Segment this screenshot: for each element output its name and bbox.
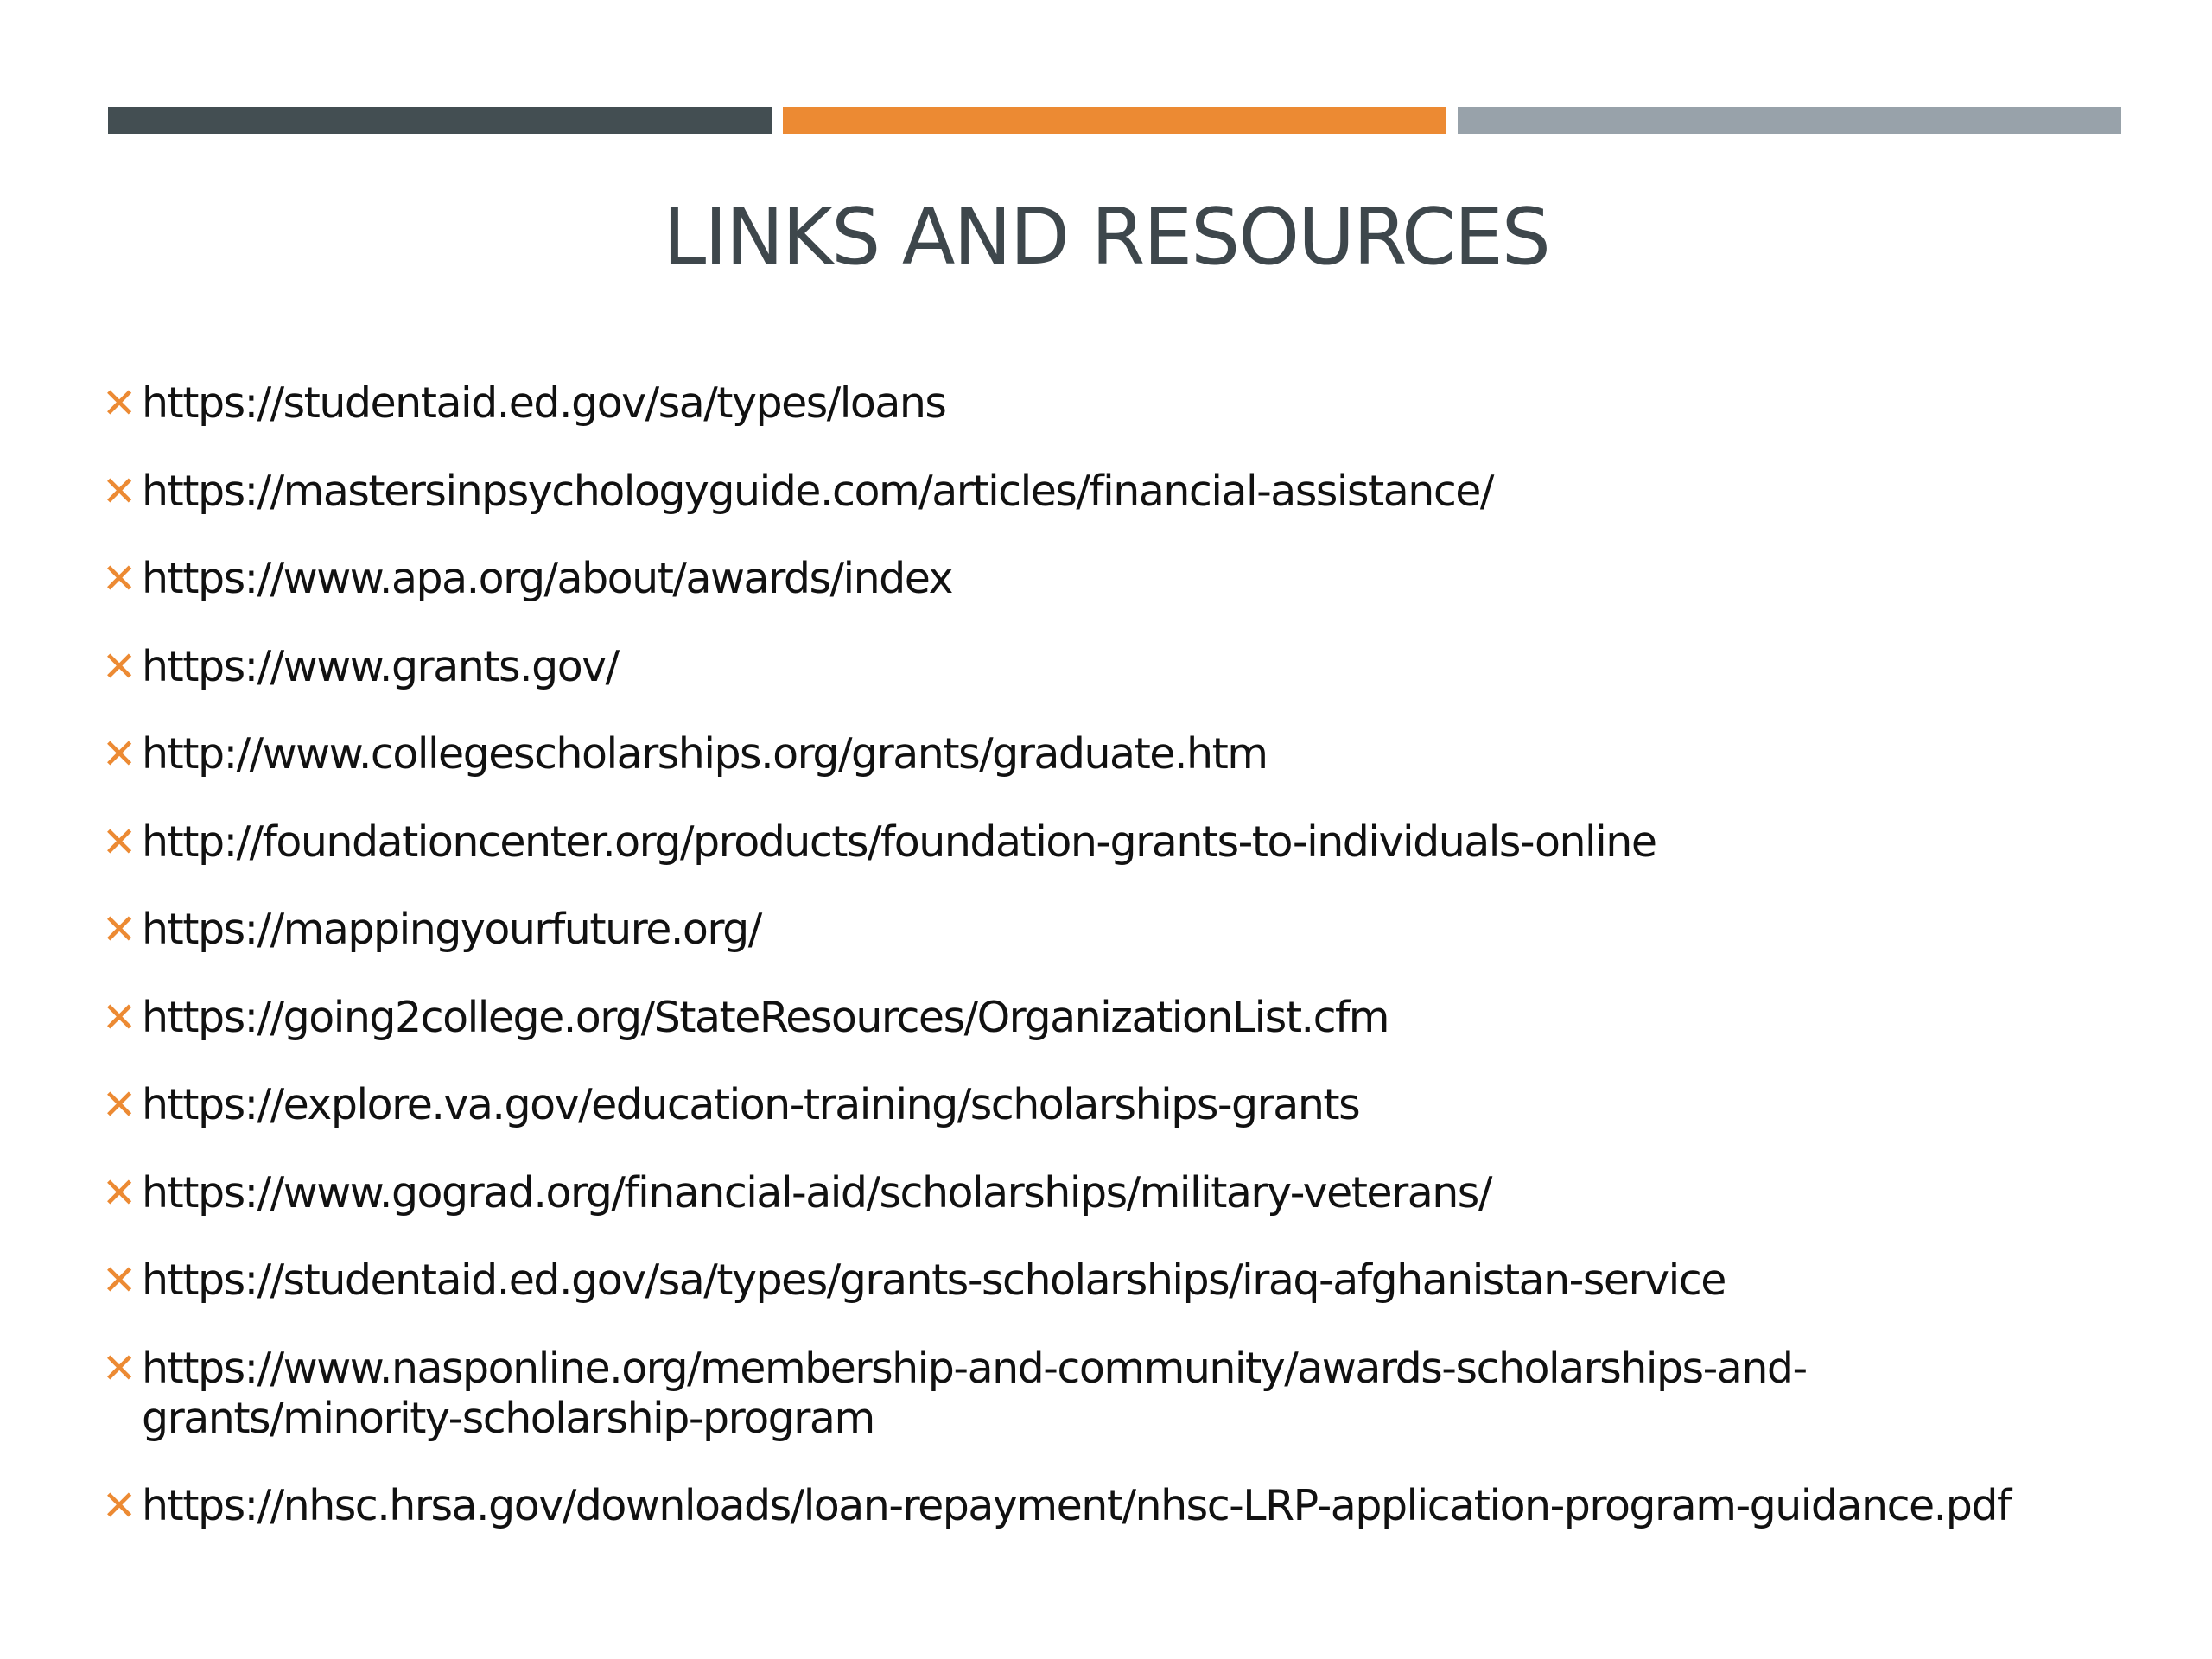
x-mark-icon: ✕: [102, 730, 137, 779]
x-mark-icon: ✕: [102, 1168, 137, 1217]
link-url[interactable]: https://www.apa.org/about/awards/index: [142, 554, 953, 603]
link-url[interactable]: https://www.grants.gov/: [142, 641, 619, 691]
link-url[interactable]: https://www.gograd.org/financial-aid/scholarships/military-veterans/: [142, 1167, 1491, 1217]
header-bar-gray: [1458, 107, 2121, 134]
list-item: [102, 993, 2124, 1043]
link-url[interactable]: https://nhsc.hrsa.gov/downloads/loan-repayment/nhsc-LRP-application-program-guidance.pdf: [142, 1481, 2011, 1530]
link-url[interactable]: https://www.nasponline.org/membership-and-community/awards-scholarships-and-grants/minority-scholarship-program: [142, 1343, 1807, 1443]
list-item: [102, 378, 2124, 429]
link-url[interactable]: http://foundationcenter.org/products/foundation-grants-to-individuals-online: [142, 817, 1656, 867]
list-item: [102, 1344, 2124, 1444]
list-item: [102, 1080, 2124, 1130]
x-mark-icon: ✕: [102, 993, 137, 1042]
link-url[interactable]: http://www.collegescholarships.org/grants/graduate.htm: [142, 729, 1268, 779]
header-bar-dark: [108, 107, 772, 134]
x-mark-icon: ✕: [102, 1482, 137, 1530]
link-url[interactable]: https://going2college.org/StateResources/OrganizationList.cfm: [142, 992, 1389, 1042]
x-mark-icon: ✕: [102, 467, 137, 516]
link-url[interactable]: https://explore.va.gov/education-training/scholarships-grants: [142, 1080, 1360, 1129]
list-item: [102, 467, 2124, 517]
slide-title: LINKS AND RESOURCES: [663, 192, 1549, 283]
header-bar-orange: [783, 107, 1446, 134]
list-item: [102, 729, 2124, 779]
list-item: [102, 817, 2124, 868]
list-item: [102, 642, 2124, 692]
link-url[interactable]: https://mappingyourfuture.org/: [142, 905, 761, 954]
x-mark-icon: ✕: [102, 642, 137, 691]
list-item: [102, 1168, 2124, 1218]
link-url[interactable]: https://studentaid.ed.gov/sa/types/loans: [142, 378, 946, 428]
x-mark-icon: ✕: [102, 817, 137, 867]
x-mark-icon: ✕: [102, 379, 137, 428]
x-mark-icon: ✕: [102, 1344, 137, 1393]
list-item: [102, 905, 2124, 955]
x-mark-icon: ✕: [102, 1081, 137, 1129]
link-url[interactable]: https://mastersinpsychologyguide.com/articles/financial-assistance/: [142, 466, 1493, 516]
link-url[interactable]: https://studentaid.ed.gov/sa/types/grants-scholarships/iraq-afghanistan-service: [142, 1255, 1726, 1305]
list-item: [102, 554, 2124, 604]
x-mark-icon: ✕: [102, 1256, 137, 1305]
x-mark-icon: ✕: [102, 555, 137, 603]
list-item: [102, 1481, 2124, 1531]
links-list: [102, 378, 2124, 1569]
x-mark-icon: ✕: [102, 906, 137, 954]
list-item: [102, 1255, 2124, 1306]
